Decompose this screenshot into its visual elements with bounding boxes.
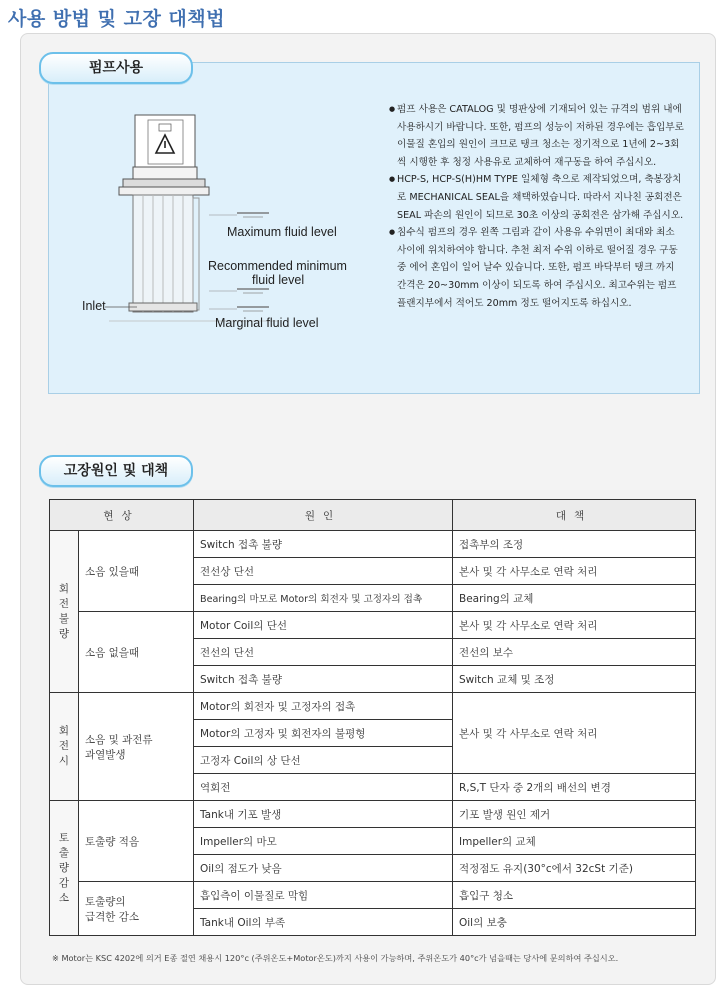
usage-note: ● 침수식 펌프의 경우 왼쪽 그림과 같이 사용유 수위면이 최대와 최소 사이에 위치하여야 합니다. 추천 최저 수위 이하로 떨어질 경우 구동중 에어 혼입이 일어 날수 있습니다. 또한, 펌프 바닥부터 탱크 까지 간격은 20~30mm 이상이 되도록 하여 주십시오. 최고수위는 펌프 플랜지부에서 적어도 20mm 정도 떨어지도록 하십시오. bbox=[389, 224, 684, 312]
cause-cell: Impeller의 마모 bbox=[194, 828, 453, 855]
cause-cell: Tank내 Oil의 부족 bbox=[194, 909, 453, 936]
table-row bbox=[50, 531, 696, 558]
cause-cell: 고정자 Coil의 상 단선 bbox=[194, 747, 453, 774]
fix-cell: 본사 및 각 사무소로 연락 처리 bbox=[453, 558, 696, 585]
cause-cell: Motor Coil의 단선 bbox=[194, 612, 453, 639]
fix-cell: 흡입구 청소 bbox=[453, 882, 696, 909]
footnote: ※ Motor는 KSC 4202에 의거 E종 절연 채용시 120°c (주위온도+Motor온도)까지 사용이 가능하며, 주위온도가 40°c가 넘을때는 당사에 문의하여 주십시오. bbox=[52, 953, 619, 963]
table-header-row bbox=[50, 500, 696, 531]
cause-cell: Switch 접촉 불량 bbox=[194, 666, 453, 693]
page-title: 사용 방법 및 고장 대책법 bbox=[8, 8, 225, 30]
cause-cell: Motor의 회전자 및 고정자의 접촉 bbox=[194, 693, 453, 720]
category-cell: 토 출 량 감 소 bbox=[50, 801, 79, 936]
fix-cell: 본사 및 각 사무소로 연락 처리 bbox=[453, 693, 696, 774]
cause-cell: Switch 접촉 불량 bbox=[194, 531, 453, 558]
cause-cell: 역회전 bbox=[194, 774, 453, 801]
category-cell: 회 전 시 bbox=[50, 693, 79, 801]
troubleshooting-table bbox=[49, 499, 696, 936]
fix-cell: 적정점도 유지(30°c에서 32cSt 기준) bbox=[453, 855, 696, 882]
fix-cell: 기포 발생 원인 제거 bbox=[453, 801, 696, 828]
fix-cell: 본사 및 각 사무소로 연락 처리 bbox=[453, 612, 696, 639]
fix-cell: 전선의 보수 bbox=[453, 639, 696, 666]
table-row bbox=[50, 801, 696, 828]
table-row bbox=[50, 882, 696, 909]
subcategory-cell: 소음 없을때 bbox=[79, 612, 194, 693]
max-fluid-label: Maximum fluid level bbox=[227, 225, 337, 239]
section-pill-troubleshooting: 고장원인 및 대책 bbox=[39, 455, 193, 487]
cause-cell: Oil의 점도가 낮음 bbox=[194, 855, 453, 882]
fix-cell: Oil의 보충 bbox=[453, 909, 696, 936]
header-fix: 대책 bbox=[453, 500, 696, 531]
category-cell: 회 전 불 량 bbox=[50, 531, 79, 693]
cause-cell: 흡입측이 이물질로 막힘 bbox=[194, 882, 453, 909]
fix-cell: R,S,T 단자 중 2개의 배선의 변경 bbox=[453, 774, 696, 801]
header-symptom: 현상 bbox=[50, 500, 194, 531]
fix-cell: 접촉부의 조정 bbox=[453, 531, 696, 558]
fix-cell: Bearing의 교체 bbox=[453, 585, 696, 612]
inlet-label: Inlet bbox=[82, 299, 106, 313]
subcategory-cell: 소음 및 과전류 과열발생 bbox=[79, 693, 194, 801]
usage-note: ● HCP-S, HCP-S(H)HM TYPE 일체형 축으로 제작되었으며, 축봉장치로 MECHANICAL SEAL을 채택하였습니다. 따라서 지나친 공회전은 SEAL 파손의 원인이 되므로 30초 이상의 공회전은 삼가해 주십시오. bbox=[389, 171, 684, 224]
usage-notes bbox=[389, 101, 684, 312]
fix-cell: Impeller의 교체 bbox=[453, 828, 696, 855]
rec-fluid-label-2: fluid level bbox=[252, 273, 305, 287]
rec-fluid-label: Recommended minimum bbox=[208, 259, 347, 273]
cause-cell: Tank내 기포 발생 bbox=[194, 801, 453, 828]
subcategory-cell: 토출량 적음 bbox=[79, 801, 194, 882]
pump-usage-panel bbox=[48, 62, 700, 394]
cause-cell: 전선의 단선 bbox=[194, 639, 453, 666]
subcategory-cell: 소음 있을때 bbox=[79, 531, 194, 612]
pump-diagram bbox=[49, 63, 389, 393]
header-cause: 원인 bbox=[194, 500, 453, 531]
marginal-fluid-label: Marginal fluid level bbox=[215, 316, 319, 330]
subcategory-cell: 토출량의 급격한 감소 bbox=[79, 882, 194, 936]
table-row bbox=[50, 693, 696, 720]
fix-cell: Switch 교체 및 조정 bbox=[453, 666, 696, 693]
cause-cell: Motor의 고정자 및 회전자의 불평형 bbox=[194, 720, 453, 747]
cause-cell: Bearing의 마모로 Motor의 회전자 및 고정자의 접촉 bbox=[194, 585, 453, 612]
usage-note: ● 펌프 사용은 CATALOG 및 명판상에 기재되어 있는 규격의 범위 내에 사용하시기 바랍니다. 또한, 펌프의 성능이 저하된 경우에는 흡입부로 이물질 혼입의 원인이 크므로 탱크 청소는 정기적으로 1년에 2~3회씩 시행한 후 청정 사용유로 교체하여 재구동을 하여 주십시오. bbox=[389, 101, 684, 171]
section-pill-pump-usage: 펌프사용 bbox=[39, 52, 193, 84]
cause-cell: 전선상 단선 bbox=[194, 558, 453, 585]
table-row bbox=[50, 612, 696, 639]
